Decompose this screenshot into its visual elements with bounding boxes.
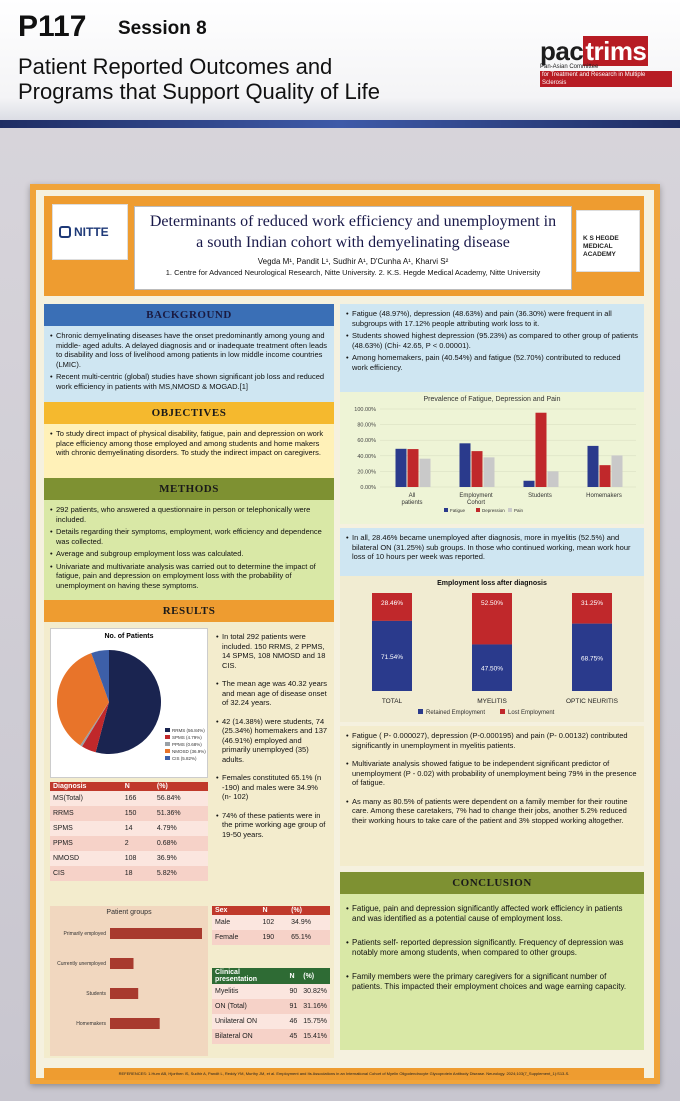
bar (484, 457, 495, 487)
data-label: 68.75% (580, 655, 604, 663)
list-item: • Family members were the primary caregivers for a significant number of patients. This impacted their employment choices and wage earning capacity. (346, 972, 638, 992)
legend-swatch (165, 728, 170, 732)
list-item: • The mean age was 40.32 years and mean age of disease onset of 32.24 years. (216, 679, 328, 708)
table-row: RRMS 150 51.36% (50, 806, 208, 821)
y-tick-label: 0.00% (360, 485, 376, 491)
objectives-body (44, 424, 334, 478)
y-tick-label: 80.00% (357, 422, 376, 429)
legend-label: Retained Employment (426, 710, 486, 716)
pactrims-logo: pactrims Pan-Asian Committee for Treatment and Research in Multiple Sclerosis (540, 38, 672, 86)
background-body (44, 326, 334, 402)
analysis-text (340, 726, 644, 866)
y-tick-label: 40.00% (357, 453, 376, 460)
session-label: Session 8 (118, 18, 207, 39)
legend-swatch (165, 749, 170, 753)
conclusion-body (340, 894, 644, 1050)
table-row: NMOSD 108 36.9% (50, 851, 208, 866)
list-item: • Students showed highest depression (95.23%) as compared to other group of patients (48.63%) (Chi- 42.65, P < 0.00001). (346, 331, 638, 350)
data-label: 52.50% (480, 600, 504, 607)
affiliation: 1. Centre for Advanced Neurological Research, Nitte University. 2. K.S. Hegde Medical Academy, Nitte University (165, 268, 541, 277)
x-tick-label: All (408, 493, 416, 499)
poster-header (44, 196, 644, 296)
list-item: • Patients self- reported depression significantly. Frequency of depression was notably more among students, when compared to other groups. (346, 938, 638, 958)
poster-code: P117 (18, 10, 87, 43)
list-item: • 42 (14.38%) were students, 74 (25.34%) homemakers and 137 (46.91%) employed and primarily unemployed (35) adults. (216, 717, 328, 765)
prevalence-chart-title: Prevalence of Fatigue, Depression and Pain (423, 396, 561, 403)
prevalence-chart-card (340, 392, 644, 524)
table-row: Female 190 65.1% (212, 930, 330, 945)
sex-table: Sex N (%) Male 102 34.9% Female 190 65.1% (212, 906, 330, 945)
y-tick-label: 100.00% (354, 407, 376, 413)
bar (420, 459, 431, 487)
list-item: • Univariate and multivariate analysis was carried out to determine the impact of fatigue, pain and depression on employment loss with the probability of unemployment on having these symptoms. (50, 562, 328, 591)
legend-swatch (476, 508, 480, 512)
ks-hegde-logo: K S HEGDE MEDICAL ACADEMY (576, 210, 640, 272)
legend-label: NMOSD (36.9%) (172, 749, 206, 754)
methods-heading: METHODS (44, 478, 334, 500)
list-item: • As many as 80.5% of patients were dependent on a family member for their routine care. Among these caretakers, 7% had to change their jobs, another 5.2% reduced their working hours to take care of the patient and 3% stopped working altogether. (346, 797, 638, 826)
right-column (340, 304, 644, 1050)
employment-chart (340, 587, 644, 719)
clinical-table: Clinical presentation N (%) Myelitis 90 30.82% ON (Total) 91 31.16% Unilateral ON 46 15.75% Bilateral ON 45 15.41% (212, 968, 330, 1044)
table-row: PPMS 2 0.68% (50, 836, 208, 851)
table-row: Male 102 34.9% (212, 915, 330, 930)
x-tick-label: MYELITIS (477, 698, 507, 705)
legend-swatch (500, 709, 505, 714)
x-tick-label: Homemakers (586, 493, 622, 499)
legend-swatch (418, 709, 423, 714)
x-tick-label: Employment (459, 493, 493, 499)
data-label: 31.25% (580, 600, 604, 607)
bar (460, 443, 471, 487)
conclusion-heading: CONCLUSION (340, 872, 644, 894)
list-item: • In total 292 patients were included. 150 RRMS, 2 PPMS, 14 SPMS, 108 NMOSD and 18 CIS. (216, 632, 328, 670)
table-row: Bilateral ON 45 15.41% (212, 1029, 330, 1044)
bar (110, 988, 138, 999)
bar-lost (572, 593, 612, 624)
table-row: Myelitis 90 30.82% (212, 984, 330, 999)
objectives-heading: OBJECTIVES (44, 402, 334, 424)
table-row: ON (Total) 91 31.16% (212, 999, 330, 1014)
table-row: CIS 18 5.82% (50, 866, 208, 881)
x-tick-label: Students (528, 493, 552, 499)
list-item: • In all, 28.46% became unemployed after diagnosis, more in myelitis (52.5%) and bilateral ON (31.25%) sub groups. In those who continued working, mean work hour loss of 10 hours per week was reported. (346, 533, 638, 562)
legend-swatch (165, 735, 170, 739)
prevalence-text (340, 304, 644, 392)
legend-swatch (444, 508, 448, 512)
list-item: • 292 patients, who answered a questionnaire in person or telephonically were included. (50, 505, 328, 524)
legend-swatch (165, 756, 170, 760)
list-item: • Multivariate analysis showed fatigue to be independent significant predictor of unemployment (P - 0.02) with probability of unemployment being 79% in the presence of fatigue. (346, 759, 638, 788)
list-item: • To study direct impact of physical disability, fatigue, pain and depression on work place efficiency among those employed and among students and home makers with chronic demyelinating disorders. To study the indirect impact on caregivers. (50, 429, 328, 458)
data-label: 47.50% (480, 665, 504, 673)
list-item: • Details regarding their symptoms, employment, work efficiency and dependence was collected. (50, 527, 328, 546)
legend-label: RRMS (56.84%) (172, 728, 205, 733)
bar (588, 446, 599, 487)
legend-label: Fatigue (450, 508, 466, 513)
bar (524, 481, 535, 487)
results-heading: RESULTS (44, 600, 334, 622)
patient-groups-chart (50, 916, 208, 1052)
list-item: • 74% of these patients were in the prime working age group of 19-50 years. (216, 811, 328, 840)
nitte-logo-icon (59, 226, 71, 238)
x-tick-label: OPTIC NEURITIS (565, 698, 619, 705)
conference-banner (0, 0, 680, 128)
x-tick-label: Cohort (466, 500, 486, 506)
results-points (216, 632, 328, 848)
diagnosis-table: Diagnosis N (%) MS(Total) 166 56.84% RRMS 150 51.36% SPMS 14 4.79% PPMS 2 0.68% NMOSD 108 36.9% CIS 18 5.82% (50, 782, 208, 881)
y-tick-label: Primarily employed (63, 931, 106, 937)
table-row: Unilateral ON 46 15.75% (212, 1014, 330, 1029)
table-row: SPMS 14 4.79% (50, 821, 208, 836)
list-item: • Fatigue ( P- 0.000027), depression (P-0.000195) and pain (P- 0.00132) contributed significantly in unemployment in myelitis patients. (346, 731, 638, 750)
bar (408, 449, 419, 487)
references: REFERENCES: 1.Hum AB, Hjorthen IS, Sudhir A, Pandit L, Reddy YM, Murthy JM, et al. Employment and Its Associations in an International Cohort of Myelin Oligodendrocyte Glycoprotein Antibody Disease. Neurology. 2024;103(7_Supplement_1):S13-S. (44, 1068, 644, 1080)
y-tick-label: 60.00% (357, 438, 376, 445)
legend-label: PPMS (0.68%) (172, 742, 202, 747)
patient-groups-title: Patient groups (106, 909, 152, 916)
authors: Vegda M¹, Pandit L¹, Sudhir A¹, D'Cunha A¹, Kharvi S² (257, 257, 449, 266)
y-tick-label: Currently unemployed (57, 961, 106, 967)
legend-swatch (508, 508, 512, 512)
y-tick-label: 20.00% (357, 469, 376, 476)
legend-label: SPMS (4.79%) (172, 735, 202, 740)
legend-swatch (165, 742, 170, 746)
bar (110, 958, 134, 969)
bar (472, 451, 483, 487)
bar (110, 928, 202, 939)
employment-chart-title: Employment loss after diagnosis (437, 580, 547, 587)
bar (548, 471, 559, 487)
bar (612, 455, 623, 487)
employment-chart-card (340, 576, 644, 722)
methods-body (44, 500, 334, 600)
unemployment-text (340, 528, 644, 576)
banner-stripe (0, 120, 680, 128)
table-row: MS(Total) 166 56.84% (50, 791, 208, 806)
nitte-logo: NITTE (52, 204, 128, 260)
legend-label: CIS (5.82%) (172, 756, 197, 761)
x-tick-label: patients (401, 500, 423, 506)
bar (600, 465, 611, 487)
x-tick-label: TOTAL (381, 698, 403, 705)
list-item: • Fatigue (48.97%), depression (48.63%) and pain (36.30%) were frequent in all subgroups with 17.12% people attributing work loss to it. (346, 309, 638, 328)
data-label: 28.46% (380, 600, 404, 607)
background-heading: BACKGROUND (44, 304, 334, 326)
legend-label: Lost Employment (508, 710, 555, 716)
pie-title: No. of Patients (104, 633, 154, 640)
legend-label: Depression (482, 508, 505, 513)
poster (30, 184, 660, 1084)
bar (396, 449, 407, 487)
bar (536, 413, 547, 487)
list-item: • Average and subgroup employment loss was calculated. (50, 549, 328, 559)
list-item: • Females constituted 65.1% (n -190) and males were 34.9% (n- 102) (216, 773, 328, 802)
y-tick-label: Homemakers (76, 1021, 106, 1027)
patient-groups-card (50, 906, 208, 1056)
data-label: 71.54% (380, 653, 404, 661)
list-item: • Fatigue, pain and depression significantly affected work efficiency in patients and was identified as a potential cause of employment loss. (346, 904, 638, 924)
pie-chart (51, 640, 207, 770)
session-title: Patient Reported Outcomes and Programs that Support Quality of Life (18, 54, 380, 104)
title-box (134, 206, 572, 290)
prevalence-chart (340, 403, 644, 521)
list-item: • Among homemakers, pain (40.54%) and fatigue (52.70%) contributed to reduced work efficiency. (346, 353, 638, 372)
y-tick-label: Students (86, 991, 106, 997)
pie-chart-card (50, 628, 208, 778)
list-item: • Chronic demyelinating diseases have the onset predominantly among young and middle- aged adults. A delayed diagnosis and or inadequate treatment often leads to disability and loss of livelihood among patients in low middle income countries (LMIC). (50, 331, 328, 369)
left-column (44, 304, 334, 1058)
poster-title: Determinants of reduced work efficiency and unemployment in a south Indian cohort with demyelinating disease (149, 213, 557, 251)
legend-label: Pain (514, 508, 524, 513)
results-body (44, 622, 334, 1058)
bar (110, 1018, 160, 1029)
list-item: • Recent multi-centric (global) studies have shown significant job loss and reduced work efficiency in patients with MS,NMOSD & MOGAD.[1] (50, 372, 328, 391)
